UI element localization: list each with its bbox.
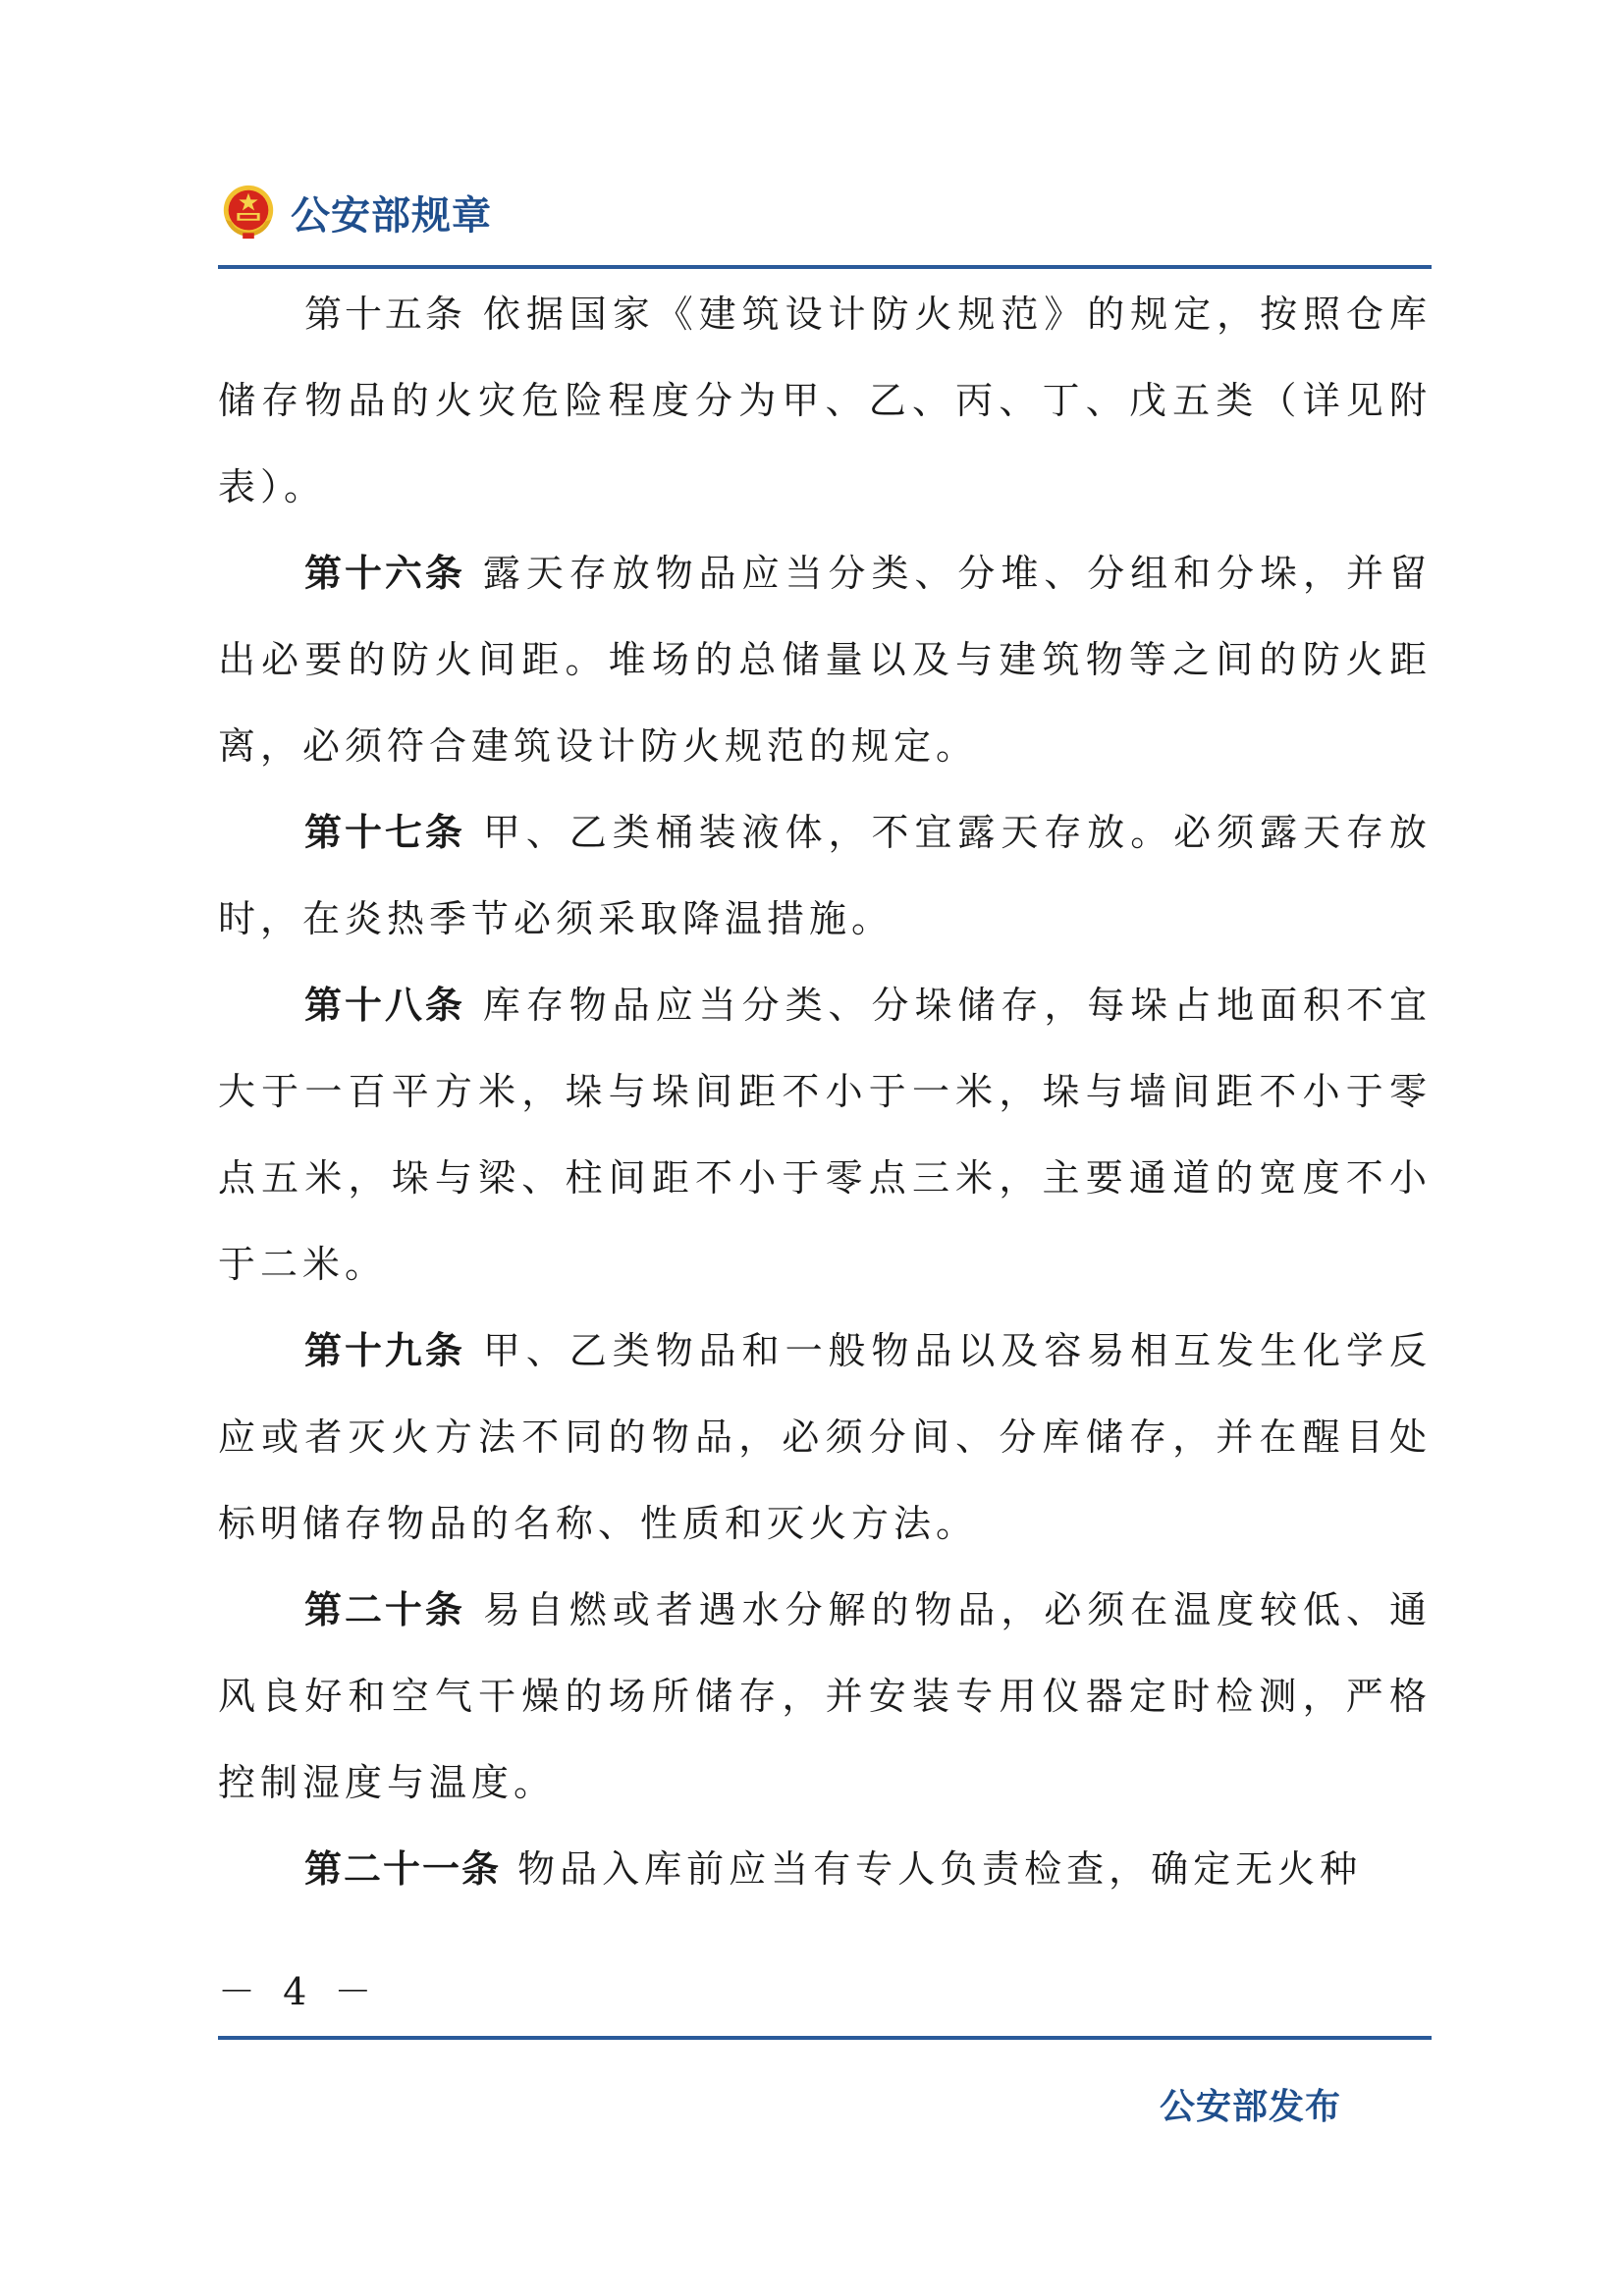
- article-text: 物品入库前应当有专人负责检查，确定无火种: [517, 1847, 1363, 1891]
- header-divider: [218, 265, 1432, 269]
- document-header: [218, 177, 492, 247]
- article-paragraph: [218, 1826, 1432, 1912]
- article-paragraph: [218, 962, 1432, 1308]
- article-label: 第二十条: [304, 1588, 465, 1631]
- article-text: 露天存放物品应当分类、分堆、分组和分垛，并留出必要的防火间距。堆场的总储量以及与建筑物等之间的防火距离，必须符合建筑设计防火规范的规定。: [218, 552, 1432, 768]
- article-text: 甲、乙类桶装液体，不宜露天存放。必须露天存放时，在炎热季节必须采取降温措施。: [218, 811, 1432, 940]
- article-label: 第二十一条: [304, 1847, 502, 1891]
- document-body: [218, 271, 1432, 1912]
- page-number: － 4 －: [218, 1970, 380, 2013]
- national-emblem-icon: [218, 182, 279, 242]
- article-label: 第十七条: [304, 811, 465, 854]
- article-paragraph: [218, 271, 1432, 530]
- article-label: 第十六条: [304, 552, 465, 595]
- article-text: 库存物品应当分类、分垛储存，每垛占地面积不宜大于一百平方米，垛与垛间距不小于一米，垛与墙间距不小于零点五米，垛与梁、柱间距不小于零点三米，主要通道的宽度不小于二米。: [218, 984, 1432, 1286]
- article-label: 第十八条: [304, 984, 465, 1027]
- article-text: 易自燃或者遇水分解的物品，必须在温度较低、通风良好和空气干燥的场所储存，并安装专用仪器定时检测，严格控制湿度与温度。: [218, 1588, 1432, 1804]
- article-label: 第十五条: [304, 293, 465, 336]
- footer-publisher: 公安部发布: [1159, 2087, 1341, 2127]
- article-paragraph: [218, 1567, 1432, 1826]
- footer-divider: [218, 2036, 1432, 2040]
- header-title: 公安部规章: [291, 192, 492, 239]
- article-paragraph: [218, 1308, 1432, 1567]
- article-paragraph: [218, 789, 1432, 962]
- article-text: 依据国家《建筑设计防火规范》的规定，按照仓库储存物品的火灾危险程度分为甲、乙、丙、丁、戊五类（详见附表）。: [218, 293, 1432, 508]
- article-paragraph: [218, 530, 1432, 789]
- article-label: 第十九条: [304, 1329, 465, 1372]
- article-text: 甲、乙类物品和一般物品以及容易相互发生化学反应或者灭火方法不同的物品，必须分间、分库储存，并在醒目处标明储存物品的名称、性质和灭火方法。: [218, 1329, 1432, 1545]
